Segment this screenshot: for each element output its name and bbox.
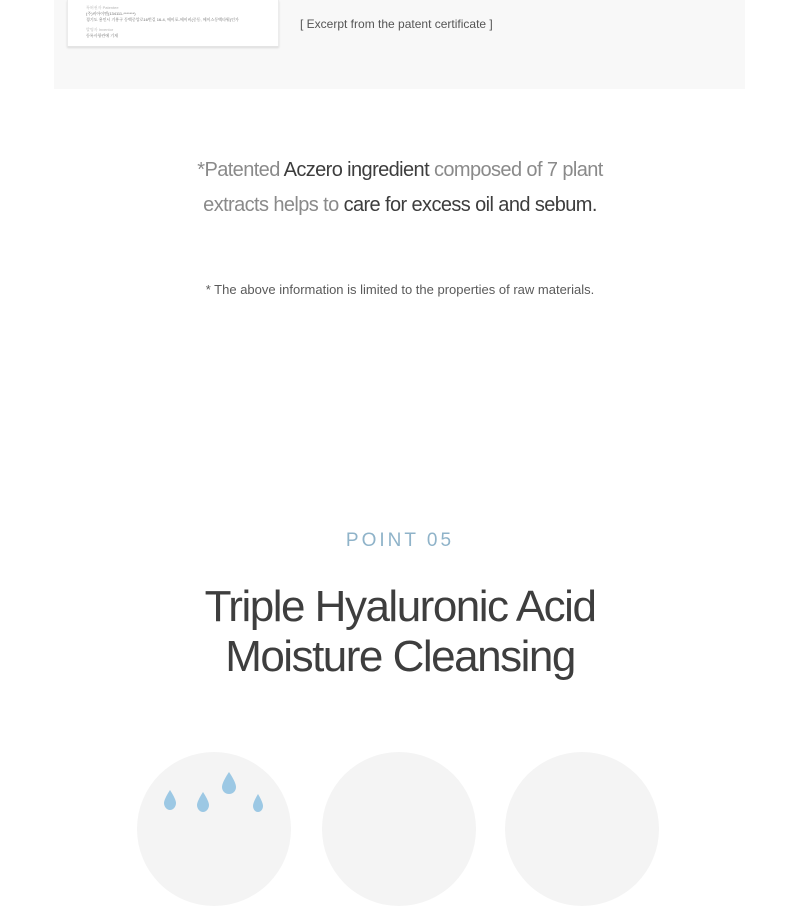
feature-icon-circle [505,752,659,906]
claim-text: *Patented [197,159,280,181]
point-title [0,582,800,682]
claim-highlight: Aczero ingredient [283,159,430,181]
patent-certificate-excerpt [67,0,279,47]
point-title-line: Triple Hyaluronic Acid [204,582,596,631]
feature-icon-circle [322,752,476,906]
disclaimer: * The above information is limited to the properties of raw materials. [205,282,595,297]
point-label: POINT 05 [345,530,455,551]
certificate-text-line: 발명자 Inventor [86,27,114,32]
feature-icon-circle [137,752,291,906]
certificate-text-line: 등록사항란에 기재 [86,33,119,38]
certificate-caption: [ Excerpt from the patent certificate ] [300,17,493,31]
certificate-text-line: 경기도 용인시 기흥구 동백중앙로16번길 16-4, 에이포-에이비(중동, 에이스동백타워)인가 [86,17,239,22]
certificate-text-line: 특허권자 Patentee [86,5,119,10]
claim-highlight: care for excess oil and sebum. [343,194,597,216]
patent-claim [0,153,800,223]
point-title-line: Moisture Cleansing [225,632,575,681]
certificate-text-line: (주)비아이엔(134111-*******) [86,11,136,16]
water-drops-icon [137,752,291,812]
claim-text: composed of 7 plant [434,159,603,181]
claim-text: extracts helps to [203,194,339,216]
